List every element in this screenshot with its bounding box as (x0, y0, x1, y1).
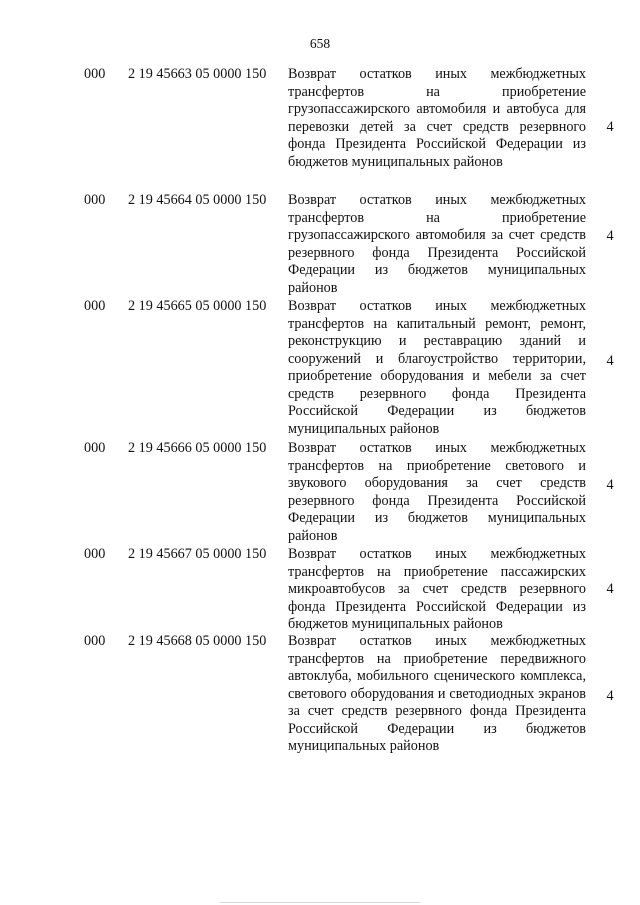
budget-classification-code: 2 19 45668 05 0000 150 (128, 633, 267, 649)
scan-edge-divider (220, 902, 420, 903)
table-row (0, 66, 640, 192)
table-row (0, 633, 640, 773)
admin-code: 000 (84, 192, 106, 208)
table-row (0, 440, 640, 546)
budget-code-table (0, 66, 640, 773)
page-number: 658 (309, 36, 331, 51)
table-row (0, 546, 640, 633)
amount: 4 (606, 581, 614, 597)
admin-code: 000 (84, 66, 106, 82)
amount: 4 (606, 228, 614, 244)
revenue-name: Возврат остатков иных межбюджетных трансфертов на капитальный ремонт, ремонт, реконструкцию и реставрацию зданий и сооружений и благоустройство территории, приобретение оборудования и мебели за счет средств резервного фонда Президента Российской Федерации из бюджетов муниципальных районов (288, 298, 586, 437)
table-row (0, 192, 640, 298)
admin-code: 000 (84, 440, 106, 456)
amount: 4 (606, 477, 614, 493)
budget-classification-code: 2 19 45663 05 0000 150 (128, 66, 267, 82)
admin-code: 000 (84, 298, 106, 314)
admin-code: 000 (84, 546, 106, 562)
budget-classification-code: 2 19 45664 05 0000 150 (128, 192, 267, 208)
admin-code: 000 (84, 633, 106, 649)
budget-classification-code: 2 19 45667 05 0000 150 (128, 546, 267, 562)
revenue-name: Возврат остатков иных межбюджетных трансфертов на приобретение светового и звукового оборудования за счет средств резервного фонда Президента Российской Федерации из бюджетов муниципальных районов (288, 440, 586, 544)
revenue-name: Возврат остатков иных межбюджетных трансфертов на приобретение грузопассажирского автомобиля за счет средств резервного фонда Президента Российской Федерации из бюджетов муниципальных районов (288, 192, 586, 296)
table-row (0, 298, 640, 440)
amount: 4 (606, 119, 614, 135)
revenue-name: Возврат остатков иных межбюджетных трансфертов на приобретение пассажирских микроавтобусов за счет средств резервного фонда Президента Российской Федерации из бюджетов муниципальных районов (288, 546, 586, 632)
amount: 4 (606, 353, 614, 369)
budget-classification-code: 2 19 45666 05 0000 150 (128, 440, 267, 456)
revenue-name: Возврат остатков иных межбюджетных трансфертов на приобретение грузопассажирского автомобиля и автобуса для перевозки детей за счет средств резервного фонда Президента Российской Федерации из бюджетов муниципальных районов (288, 66, 586, 170)
amount: 4 (606, 688, 614, 704)
revenue-name: Возврат остатков иных межбюджетных трансфертов на приобретение передвижного автоклуба, мобильного сценического комплекса, светового оборудования и светодиодных экранов за счет средств резервного фонда Президента Российской Федерации из бюджетов муниципальных районов (288, 633, 586, 754)
budget-classification-code: 2 19 45665 05 0000 150 (128, 298, 267, 314)
